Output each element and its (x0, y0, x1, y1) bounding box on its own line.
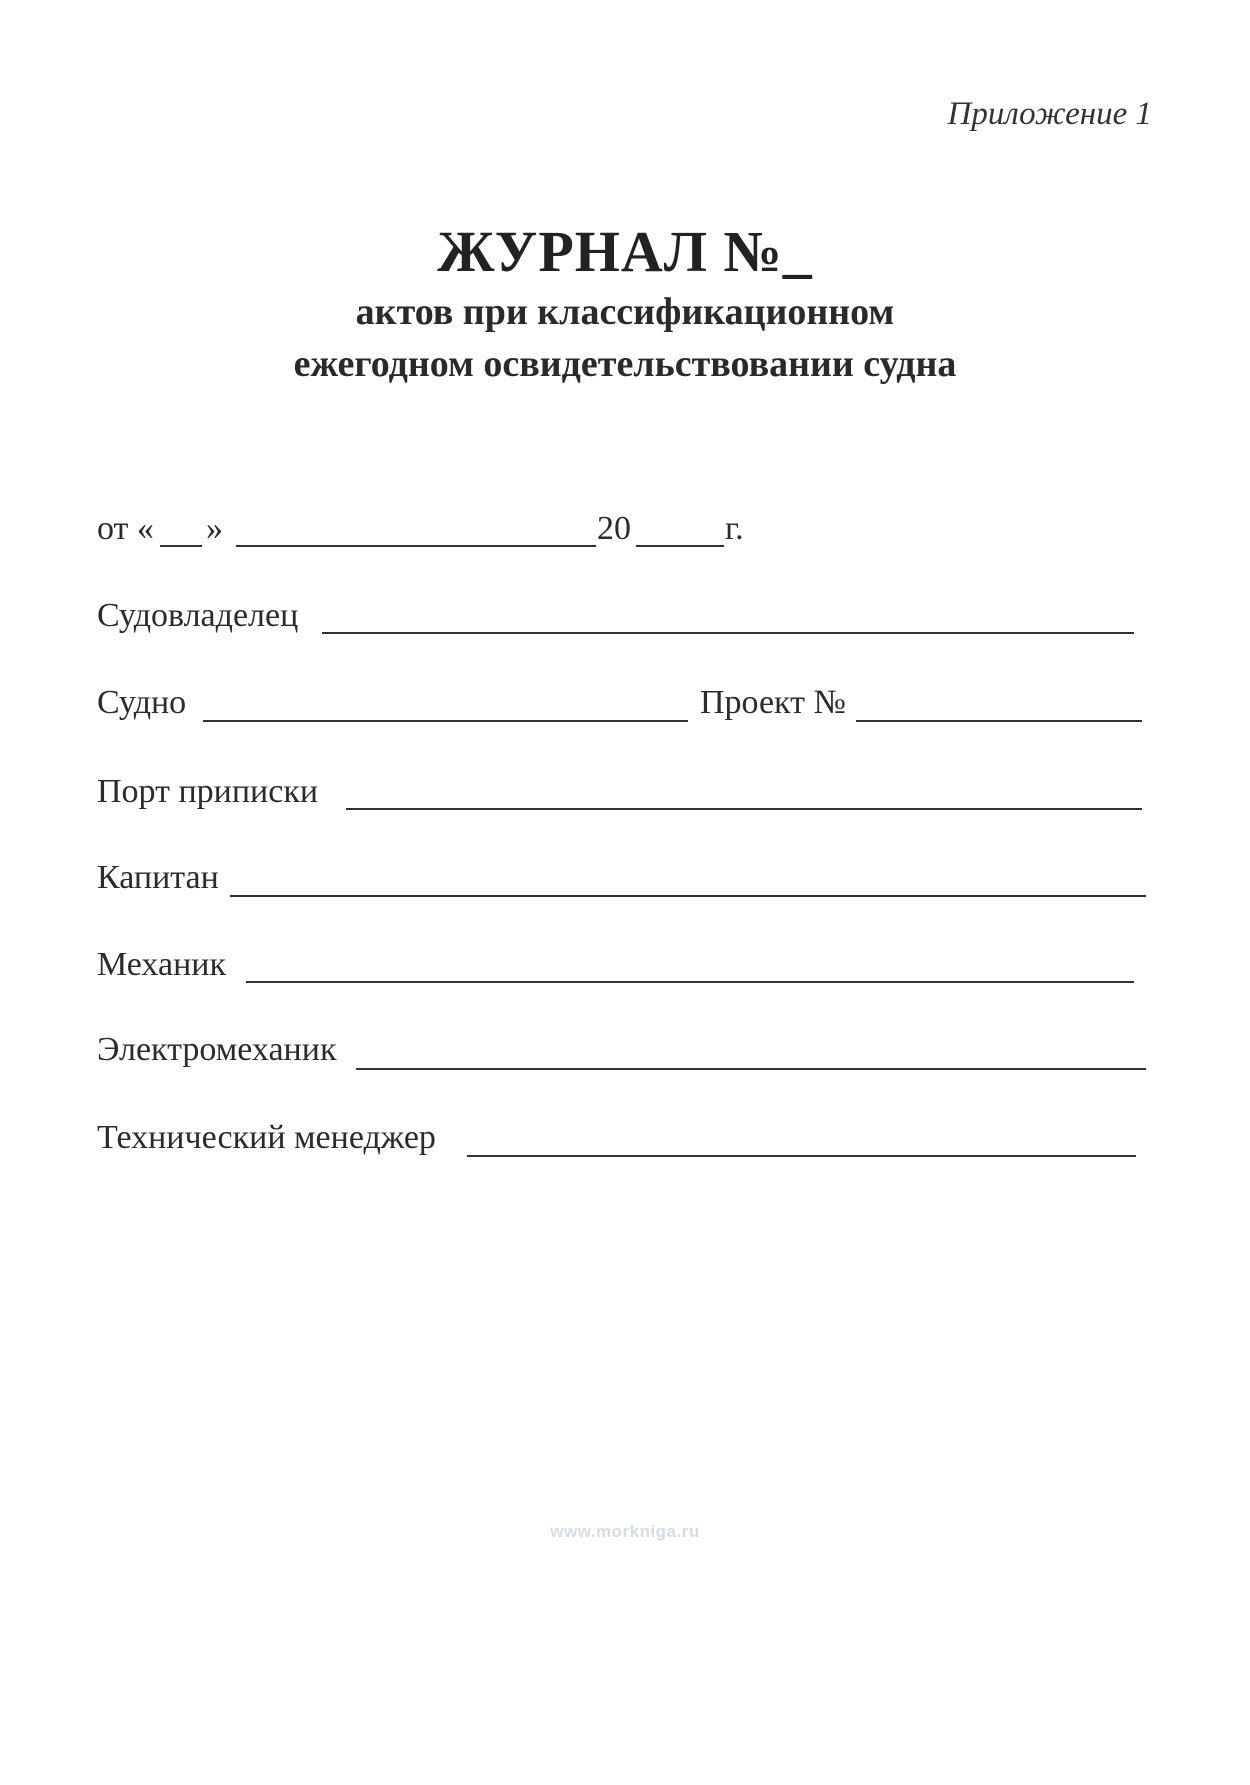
appendix-label: Приложение 1 (947, 96, 1152, 132)
home-port-line[interactable] (346, 808, 1142, 810)
project-no-line[interactable] (856, 720, 1142, 722)
subtitle-line-2: ежегодном освидетельствовании судна (293, 343, 957, 385)
electromechanic-line[interactable] (356, 1068, 1146, 1070)
date-year-line[interactable] (636, 545, 724, 547)
date-prefix: от « (97, 510, 154, 547)
mechanic-label: Механик (97, 946, 226, 983)
home-port-label: Порт приписки (97, 773, 319, 810)
date-day-line[interactable] (160, 545, 202, 547)
electromechanic-label: Электромеханик (97, 1031, 337, 1068)
date-month-line[interactable] (236, 545, 596, 547)
journal-title: ЖУРНАЛ №_ (437, 219, 813, 284)
date-close-quote: » (206, 510, 223, 547)
mechanic-line[interactable] (246, 981, 1134, 983)
shipowner-line[interactable] (322, 632, 1134, 634)
project-no-label: Проект № (700, 684, 846, 721)
vessel-label: Судно (97, 684, 187, 721)
shipowner-label: Судовладелец (97, 597, 299, 634)
vessel-line[interactable] (203, 720, 688, 722)
subtitle-line-1: актов при классификационном (355, 291, 895, 333)
captain-label: Капитан (97, 859, 219, 896)
watermark: www.morkniga.ru (550, 1522, 700, 1541)
technical-manager-label: Технический менеджер (97, 1119, 436, 1156)
captain-line[interactable] (230, 895, 1146, 897)
technical-manager-line[interactable] (467, 1155, 1136, 1157)
date-year-suffix: г. (725, 510, 744, 547)
date-year-prefix: 20 (597, 510, 631, 547)
